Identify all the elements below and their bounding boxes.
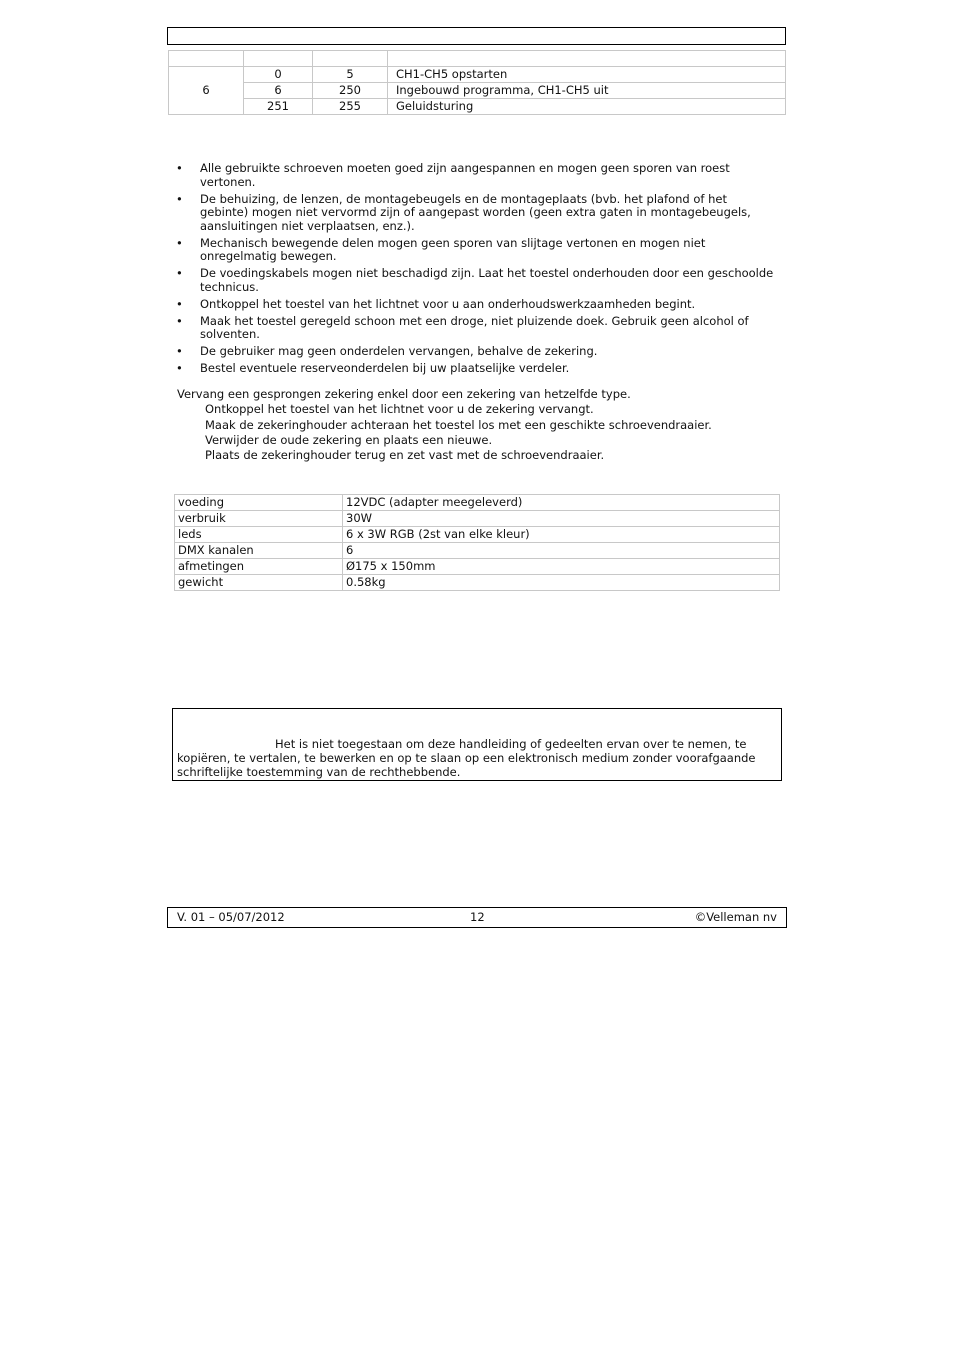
spec-value: 0.58kg [343, 575, 780, 591]
table-cell [169, 51, 244, 67]
specs-table [174, 494, 780, 591]
range-function: Geluidsturing [388, 99, 786, 115]
spec-value: 6 x 3W RGB (2st van elke kleur) [343, 527, 780, 543]
fuse-step: Ontkoppel het toestel van het lichtnet voor u de zekering vervangt. [205, 402, 594, 417]
range-from: 251 [244, 99, 313, 115]
spec-label: afmetingen [175, 559, 343, 575]
table-row [175, 527, 780, 543]
table-row [175, 543, 780, 559]
list-item: • De voedingskabels mogen niet beschadigd zijn. Laat het toestel onderhouden door een geschoolde technicus. [176, 267, 776, 294]
table-cell [388, 51, 786, 67]
maintenance-list [176, 162, 776, 379]
range-to: 255 [313, 99, 388, 115]
page-footer [167, 907, 787, 928]
list-item: • Ontkoppel het toestel van het lichtnet voor u aan onderhoudswerkzaamheden begint. [176, 298, 776, 312]
copyright-notice [177, 737, 777, 779]
list-item: • Bestel eventuele reserveonderdelen bij uw plaatselijke verdeler. [176, 362, 776, 376]
footer-version: V. 01 – 05/07/2012 [177, 910, 285, 924]
range-from: 0 [244, 67, 313, 83]
table-row [169, 99, 786, 115]
spec-value: 30W [343, 511, 780, 527]
copyright-line: Het is niet toegestaan om deze handleiding of gedeelten ervan over te nemen, te [275, 737, 747, 751]
range-from: 6 [244, 83, 313, 99]
spec-label: verbruik [175, 511, 343, 527]
fuse-step: Maak de zekeringhouder achteraan het toestel los met een geschikte schroevendraaier. [205, 417, 712, 432]
table-row [175, 559, 780, 575]
spec-value: 12VDC (adapter meegeleverd) [343, 495, 780, 511]
fuse-step: Verwijder de oude zekering en plaats een nieuwe. [205, 432, 493, 447]
list-item: • Mechanisch bewegende delen mogen geen sporen van slijtage vertonen en mogen niet onregelmatig bewegen. [176, 237, 776, 264]
table-row [169, 83, 786, 99]
range-function: Ingebouwd programma, CH1-CH5 uit [388, 83, 786, 99]
copyright-line: kopiëren, te vertalen, te bewerken en op te slaan op een elektronisch medium zonder voorafgaande schriftelijke toestemming van de rechthebbende. [177, 751, 756, 779]
spec-label: voeding [175, 495, 343, 511]
table-row [169, 51, 786, 67]
table-row [175, 495, 780, 511]
list-item: • Alle gebruikte schroeven moeten goed zijn aangespannen en mogen geen sporen van roest vertonen. [176, 162, 776, 189]
channel-number: 6 [169, 67, 244, 115]
footer-company: ©Velleman nv [694, 910, 777, 924]
list-item: • Maak het toestel geregeld schoon met een droge, niet pluizende doek. Gebruik geen alcohol of solventen. [176, 315, 776, 342]
fuse-step: Plaats de zekeringhouder terug en zet vast met de schroevendraaier. [205, 448, 605, 463]
range-to: 250 [313, 83, 388, 99]
table-row [169, 67, 786, 83]
table-cell [313, 51, 388, 67]
dmx-channel-table [168, 50, 786, 115]
spec-label: DMX kanalen [175, 543, 343, 559]
range-to: 5 [313, 67, 388, 83]
table-row [175, 575, 780, 591]
spec-value: Ø175 x 150mm [343, 559, 780, 575]
spec-label: gewicht [175, 575, 343, 591]
spec-value: 6 [343, 543, 780, 559]
table-cell [244, 51, 313, 67]
page-number: 12 [470, 910, 485, 924]
fuse-section [177, 387, 777, 463]
list-item: • De behuizing, de lenzen, de montagebeugels en de montageplaats (bvb. het plafond of het gebinte) mogen niet vervormd zijn of aangepast worden (geen extra gaten in montagebeugels, aansluitingen niet verplaatsen, enz.). [176, 193, 776, 234]
header-box [167, 27, 786, 45]
spec-label: leds [175, 527, 343, 543]
range-function: CH1-CH5 opstarten [388, 67, 786, 83]
fuse-intro: Vervang een gesprongen zekering enkel door een zekering van hetzelfde type. [177, 387, 631, 401]
list-item: • De gebruiker mag geen onderdelen vervangen, behalve de zekering. [176, 345, 776, 359]
table-row [175, 511, 780, 527]
